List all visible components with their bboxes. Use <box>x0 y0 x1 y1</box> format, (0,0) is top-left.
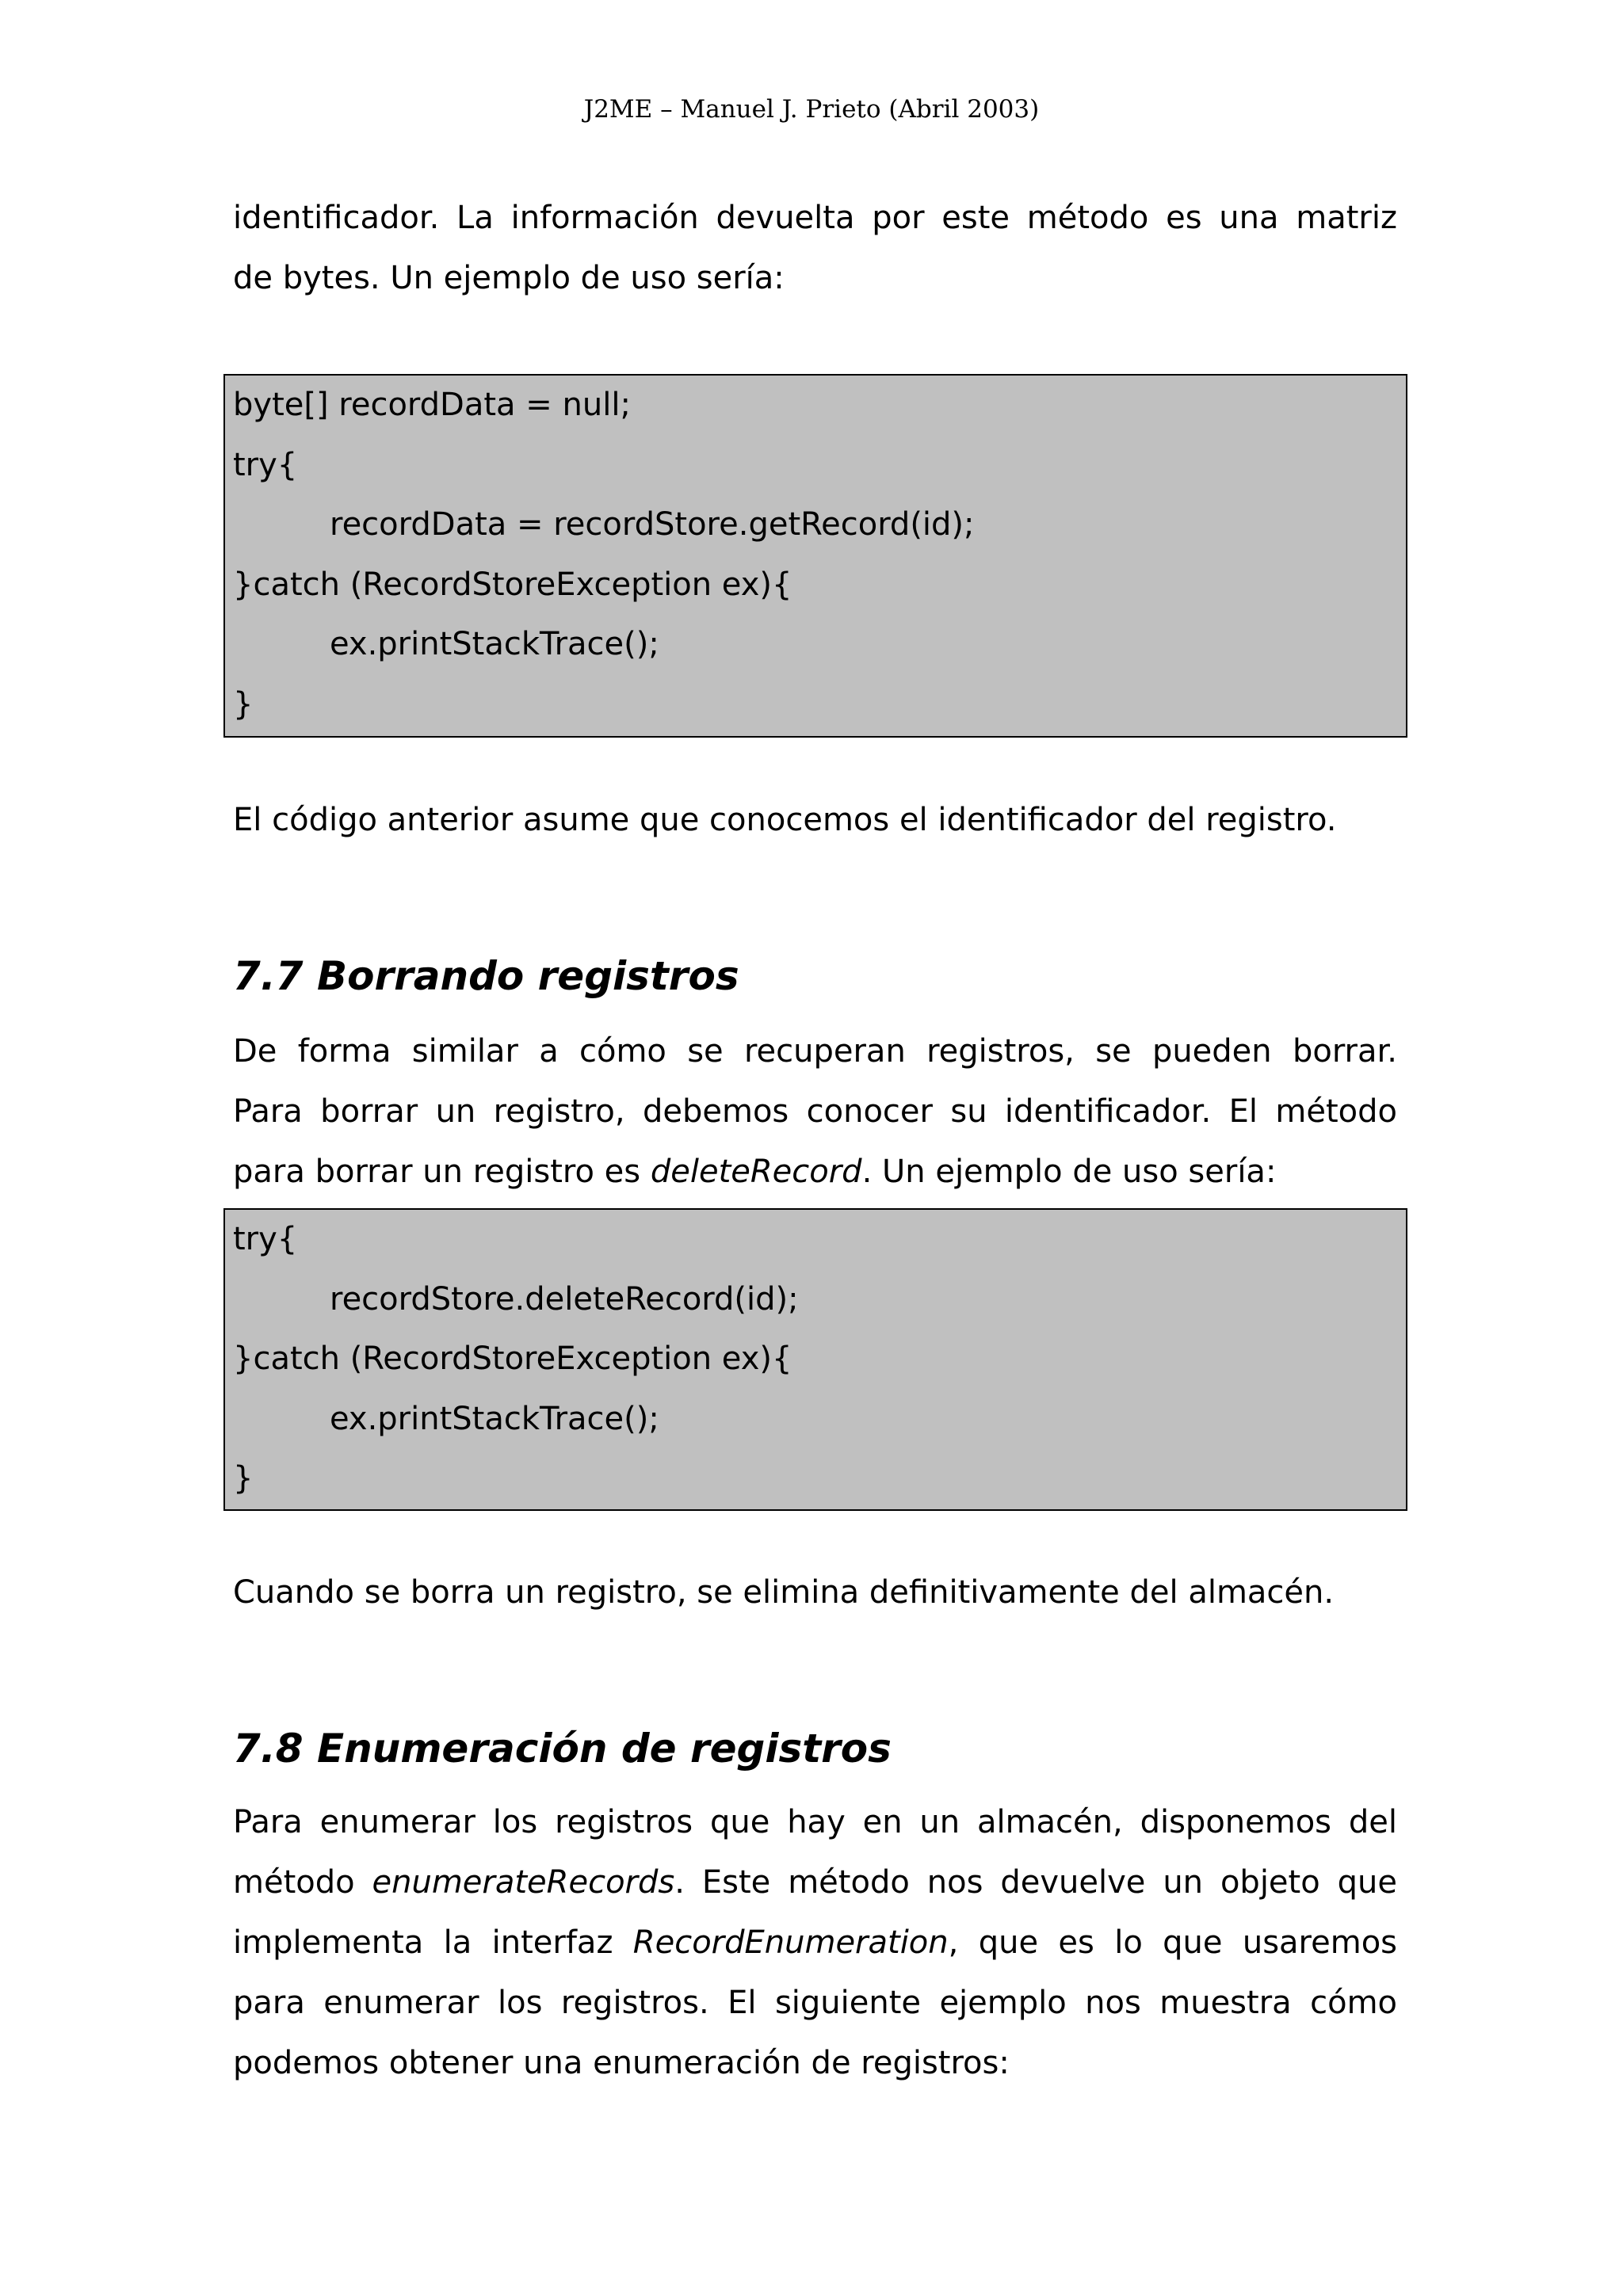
section-heading-7-7: 7.7 Borrando registros <box>233 953 739 999</box>
method-name-deleteRecord: deleteRecord <box>650 1154 862 1190</box>
code-line: ex.printStackTrace(); <box>330 1400 659 1437</box>
running-header: J2ME – Manuel J. Prieto (Abril 2003) <box>583 95 1040 124</box>
section-7-7-paragraph <box>233 1021 1397 1202</box>
intro-line-1: identificador. La información devuelta por este método es una matriz <box>233 200 1397 236</box>
method-name-enumerateRecords: enumerateRecords <box>372 1864 675 1901</box>
code-block-delete-record <box>223 1208 1407 1511</box>
code-line: } <box>233 1460 254 1497</box>
section-7-8-line-5: podemos obtener una enumeración de registros: <box>233 2045 1010 2081</box>
section-7-7-line-3: para borrar un registro es deleteRecord. Un ejemplo de uso sería: <box>233 1154 1277 1190</box>
section-7-7-line-1: De forma similar a cómo se recuperan registros, se pueden borrar. <box>233 1033 1397 1070</box>
code-line: try{ <box>233 446 298 483</box>
code-line: }catch (RecordStoreException ex){ <box>233 566 792 603</box>
code-line: recordData = recordStore.getRecord(id); <box>330 506 975 543</box>
intro-line-2: de bytes. Un ejemplo de uso sería: <box>233 260 785 296</box>
after-delete-record-text: Cuando se borra un registro, se elimina definitivamente del almacén. <box>233 1574 1335 1611</box>
section-7-8-line-2: método enumerateRecords. Este método nos devuelve un objeto que <box>233 1864 1397 1901</box>
code-line: byte[] recordData = null; <box>233 387 631 423</box>
section-7-8-line-3: implementa la interfaz RecordEnumeration, que es lo que usaremos <box>233 1924 1398 1961</box>
code-line: recordStore.deleteRecord(id); <box>330 1280 799 1318</box>
code-line: } <box>233 685 254 723</box>
section-heading-7-8: 7.8 Enumeración de registros <box>233 1726 892 1772</box>
code-line: }catch (RecordStoreException ex){ <box>233 1341 792 1377</box>
section-7-8-line-4: para enumerar los registros. El siguiente ejemplo nos muestra cómo <box>233 1985 1397 2021</box>
code-line: try{ <box>233 1221 298 1257</box>
code-block-get-record <box>223 374 1407 738</box>
section-7-7-line-2: Para borrar un registro, debemos conocer su identificador. El método <box>233 1093 1397 1130</box>
section-7-8-paragraph <box>233 1792 1397 2093</box>
after-get-record-text: El código anterior asume que conocemos el identificador del registro. <box>233 802 1337 838</box>
section-7-8-line-1: Para enumerar los registros que hay en un almacén, disponemos del <box>233 1804 1397 1840</box>
intro-paragraph <box>233 188 1397 308</box>
code-line: ex.printStackTrace(); <box>330 626 659 662</box>
interface-name-RecordEnumeration: RecordEnumeration <box>632 1924 949 1961</box>
